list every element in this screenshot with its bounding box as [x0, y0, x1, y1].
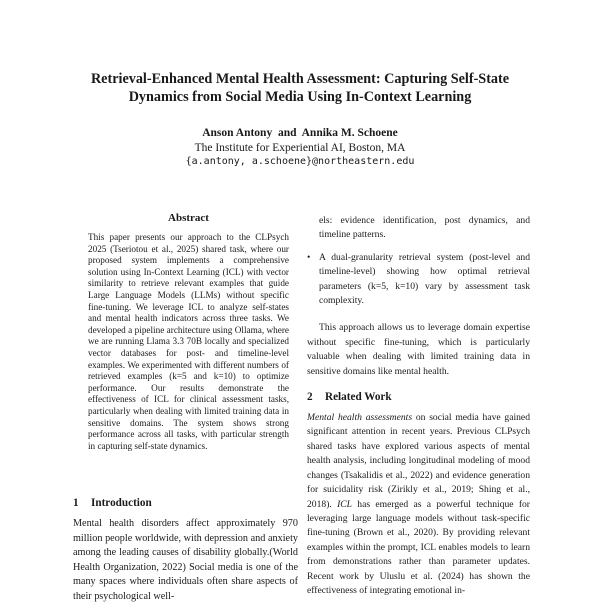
paper-title: Retrieval-Enhanced Mental Health Assessment: Capturing Self-State Dynamics from Social Media Using In-Context Learning — [90, 71, 510, 105]
section-number: 1 — [73, 497, 79, 509]
italic-term: ICL — [337, 498, 353, 510]
section-title: Related Work — [325, 391, 392, 404]
introduction-section — [73, 497, 298, 605]
list-item-text: A dual-granularity retrieval system (post-level and timeline-level) showing how optimal retrieval parameters (k=5, k=10) vary by assessment task complexity. — [319, 251, 530, 307]
affiliation: The Institute for Experiential AI, Boston, MA — [194, 141, 406, 154]
author-names: Anson Antony and Annika M. Schoene — [202, 127, 398, 139]
author-email: {a.antony, a.schoene}@northeastern.edu — [185, 156, 415, 167]
italic-term: Mental health assessments — [307, 412, 413, 424]
bullet-icon: • — [307, 251, 311, 263]
list-item — [307, 251, 530, 309]
introduction-heading — [73, 497, 298, 509]
related-work-text: Mental health assessments on social media have gained significant attention in recent years. Previous CLPsych shared tasks have explored various aspects of mental health analysis, including longitudinal modeling of mood changes (Tsakalidis et al., 2022) and evidence generation for suicidality risk (Zirikly et al., 2019; Shing et al., 2018). ICL has emerged as a powerful technique for leveraging large language models without task-specific fine-tuning (Brown et al., 2020). By providing relevant examples within the prompt, ICL enables models to learn from demonstrations rather than parameter updates. Recent work by Uluslu et al. (2024) has shown the effectiveness of integrating emotional in- — [307, 412, 530, 596]
contribution-list — [307, 214, 530, 308]
abstract-section — [88, 212, 289, 452]
list-item: els: evidence identification, post dynamics, and timeline patterns. — [319, 215, 530, 241]
abstract-text: This paper presents our approach to the CLPsych 2025 (Tseriotou et al., 2025) shared task, where our proposed system implements a comprehensive solution using In-Context Learning (ICL) with vector similarity to retrieve relevant examples that guide Large Language Models (LLMs) without specific fine-tuning. We leverage ICL to analyze self-states and mental health indicators across three tasks. We developed a pipeline architecture using Ollama, where we are running Llama 3.3 70B locally and specialized vector databases for post- and timeline-level examples. We experimented with different numbers of retrieved examples (k=5 and k=10) to optimize performance. Our results demonstrate the effectiveness of ICL for clinical assessment tasks, particularly when dealing with limited training data in sensitive domains. The system shows strong performance across all tasks, with particular strength in capturing self-state dynamics. — [88, 232, 289, 451]
author-block — [100, 126, 500, 170]
introduction-text: Mental health disorders affect approximately 970 million people worldwide, with depression and anxiety among the leading causes of disability globally.(World Health Organization, 2022) Social media is one of the many spaces where individuals often share aspects of their psychological well- — [73, 518, 298, 602]
related-work-heading — [307, 391, 530, 403]
section-number: 2 — [307, 391, 313, 404]
abstract-heading: Abstract — [168, 212, 209, 224]
right-column — [307, 214, 530, 598]
section-title: Introduction — [91, 497, 152, 509]
contribution-closing: This approach allows us to leverage domain expertise without specific fine-tuning, which is particularly valuable when dealing with limited training data in sensitive domains like mental health. — [307, 322, 530, 377]
